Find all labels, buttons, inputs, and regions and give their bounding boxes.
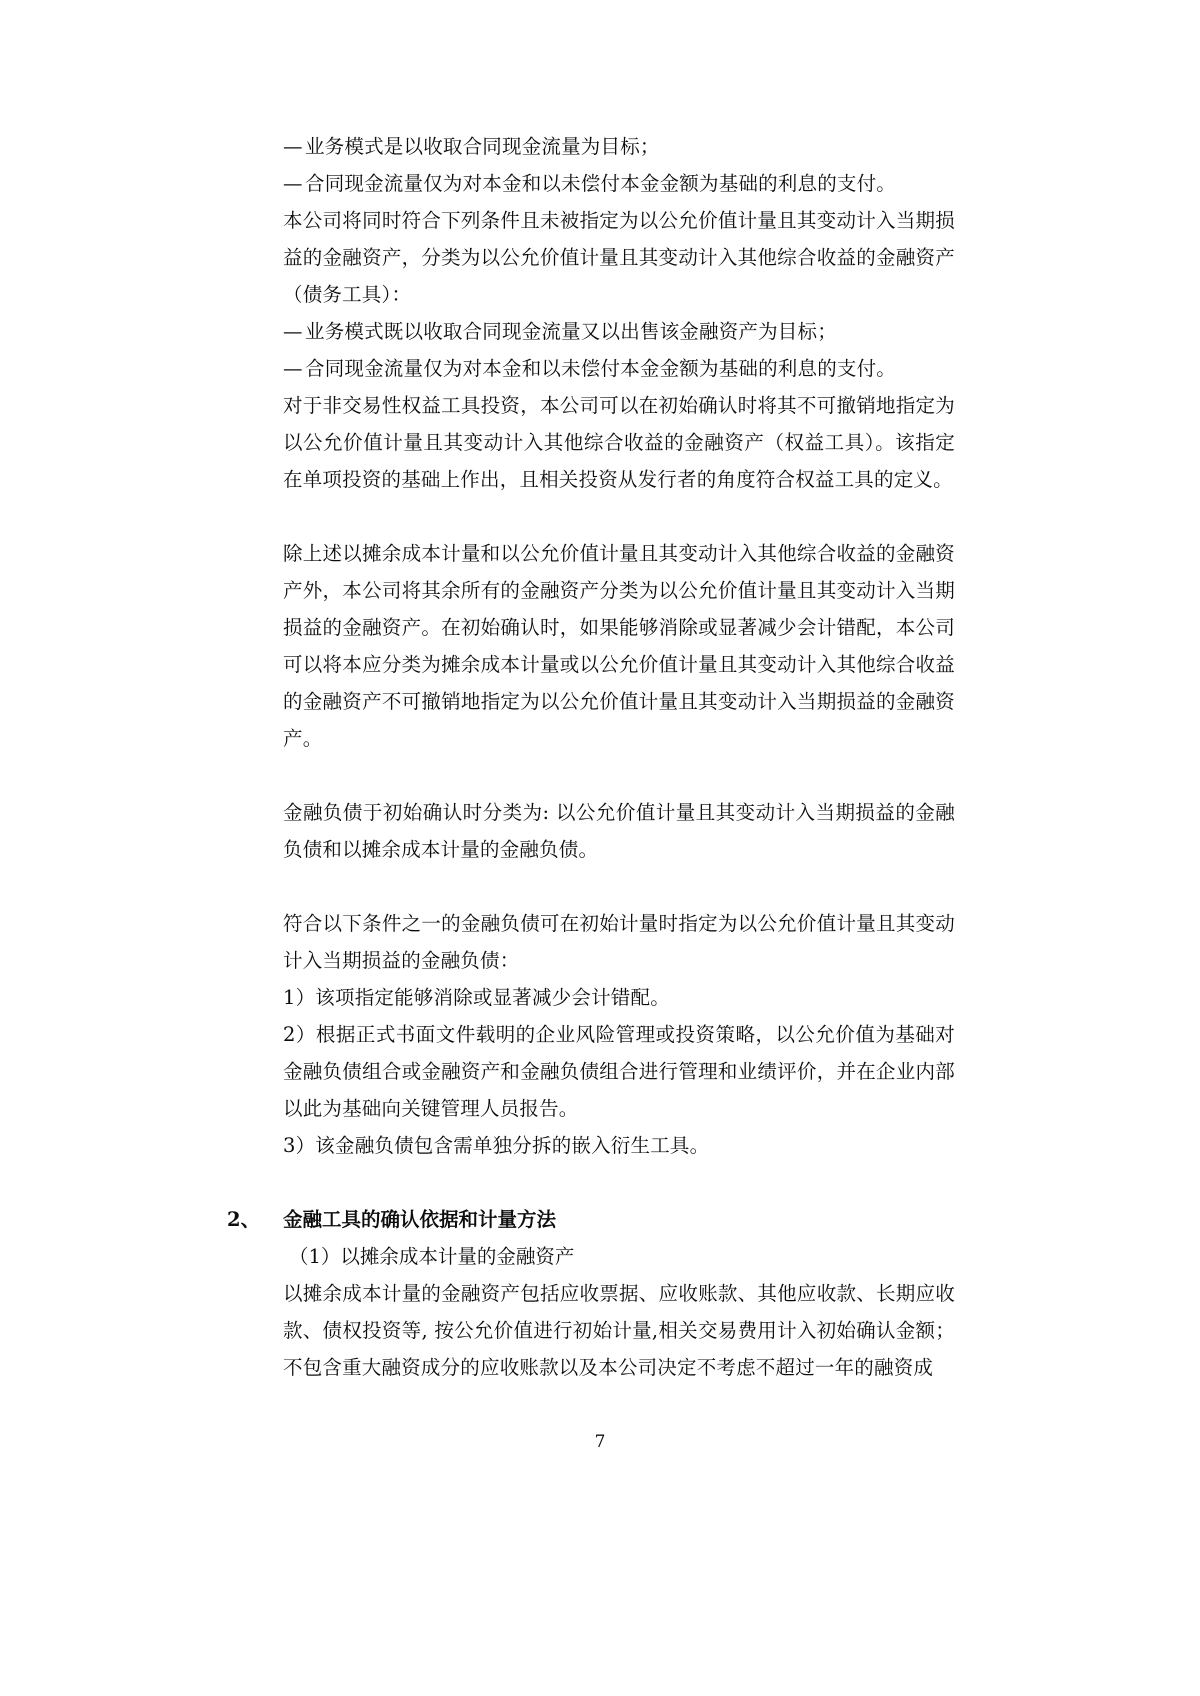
paragraph-spacer: [283, 1164, 955, 1201]
paragraph: 对于非交易性权益工具投资，本公司可以在初始确认时将其不可撤销地指定为以公允价值计量且其变动计入其他综合收益的金融资产（权益工具）。该指定在单项投资的基础上作出，且相关投资从发行者的角度符合权益工具的定义。: [283, 394, 955, 491]
paragraph-spacer: [283, 757, 955, 794]
list-item-text: 业务模式是以收取合同现金流量为目标；: [305, 135, 660, 158]
list-item: [283, 313, 955, 350]
paragraph: 除上述以摊余成本计量和以公允价值计量且其变动计入其他综合收益的金融资产外，本公司将其余所有的金融资产分类为以公允价值计量且其变动计入当期损益的金融资产。在初始确认时，如果能够消除或显著减少会计错配，本公司可以将本应分类为摊余成本计量或以公允价值计量且其变动计入其他综合收益的金融资产不可撤销地指定为以公允价值计量且其变动计入当期损益的金融资产。: [283, 542, 955, 750]
list-item-text: 合同现金流量仅为对本金和以未偿付本金金额为基础的利息的支付。: [305, 357, 897, 380]
section-title: 金融工具的确认依据和计量方法: [283, 1208, 557, 1231]
list-item: [283, 128, 955, 165]
dash-marker: —: [283, 320, 303, 343]
paragraph-spacer: [283, 498, 955, 535]
page-number: 7: [594, 1432, 606, 1452]
section-heading: [227, 1201, 955, 1238]
paragraph: 本公司将同时符合下列条件且未被指定为以公允价值计量且其变动计入当期损益的金融资产，分类为以公允价值计量且其变动计入其他综合收益的金融资产（债务工具）：: [283, 209, 955, 306]
paragraph: 以摊余成本计量的金融资产包括应收票据、应收账款、其他应收款、长期应收款、债权投资等, 按公允价值进行初始计量,相关交易费用计入初始确认金额；不包含重大融资成分的应收账款以及本公司决定不考虑不超过一年的融资成: [283, 1282, 955, 1379]
dash-marker: —: [283, 135, 303, 158]
numbered-item: 2）根据正式书面文件载明的企业风险管理或投资策略，以公允价值为基础对金融负债组合或金融资产和金融负债组合进行管理和业绩评价，并在企业内部以此为基础向关键管理人员报告。: [283, 1023, 955, 1120]
numbered-item: 1）该项指定能够消除或显著减少会计错配。: [283, 986, 670, 1009]
paragraph: 金融负债于初始确认时分类为: 以公允价值计量且其变动计入当期损益的金融负债和以摊余成本计量的金融负债。: [283, 801, 955, 861]
dash-marker: —: [283, 357, 303, 380]
section-number: 2、: [227, 1208, 261, 1231]
list-item-text: 合同现金流量仅为对本金和以未偿付本金金额为基础的利息的支付。: [305, 172, 897, 195]
list-item: [283, 165, 955, 202]
dash-marker: —: [283, 172, 303, 195]
list-item-text: 业务模式既以收取合同现金流量又以出售该金融资产为目标；: [305, 320, 837, 343]
paragraph-spacer: [283, 868, 955, 905]
sub-heading: （1）以摊余成本计量的金融资产: [289, 1245, 575, 1268]
paragraph: 符合以下条件之一的金融负债可在初始计量时指定为以公允价值计量且其变动计入当期损益的金融负债：: [283, 912, 955, 972]
list-item: [283, 350, 955, 387]
page-body: [227, 128, 955, 1386]
numbered-item: 3）该金融负债包含需单独分拆的嵌入衍生工具。: [283, 1134, 710, 1157]
